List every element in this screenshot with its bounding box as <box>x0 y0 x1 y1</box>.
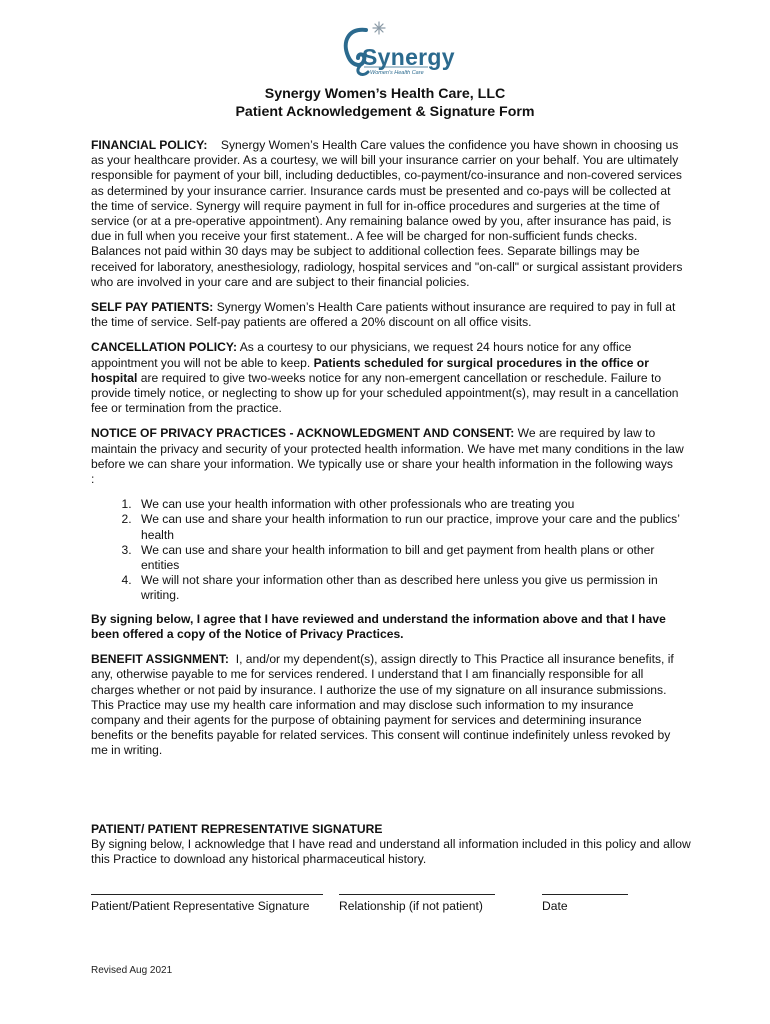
privacy-colon: : <box>91 472 95 487</box>
cancellation-text-2: are required to give two-weeks notice for any non-emergent cancellation or reschedule. Failure to provide timely notice, or neglecting to show up for your scheduled appointment(s), may result in a cancellation fee or termination from the practice. <box>91 370 679 416</box>
synergy-logo <box>336 20 455 82</box>
selfpay-text: Synergy Women’s Health Care patients without insurance are required to pay in full at the time of service. Self-pay patients are offered a 20% discount on all office visits. <box>91 300 676 330</box>
relationship-label: Relationship (if not patient) <box>339 899 483 913</box>
financial-policy <box>91 138 685 290</box>
revision-note: Revised Aug 2021 <box>91 965 173 976</box>
cancellation-bold: Patients scheduled for surgical procedures in the office or hospital <box>91 355 649 385</box>
benefit-heading: BENEFIT ASSIGNMENT: <box>91 652 229 667</box>
selfpay-heading: SELF PAY PATIENTS: <box>91 300 214 315</box>
benefit-assignment <box>91 652 685 758</box>
patient-signature-field[interactable] <box>91 884 323 913</box>
agreement-statement: By signing below, I agree that I have reviewed and understand the information above and that I have been offered a copy of the Notice of Privacy Practices. <box>91 611 666 641</box>
signature-text: By signing below, I acknowledge that I have read and understand all information included in this policy and allow this Practice to download any historical pharmaceutical history. <box>91 837 691 867</box>
list-item: 4. We will not share your information other than as described here unless you give us permission in writing. <box>135 573 685 603</box>
date-field[interactable] <box>542 884 628 913</box>
relationship-line[interactable] <box>339 884 495 895</box>
signature-heading: PATIENT/ PATIENT REPRESENTATIVE SIGNATURE <box>91 822 383 836</box>
list-item: 3. We can use and share your health information to bill and get payment from health plans or other entities <box>135 543 685 573</box>
privacy-notice <box>91 426 685 472</box>
relationship-field[interactable] <box>339 884 495 913</box>
privacy-list <box>91 497 685 603</box>
policy-body <box>91 138 685 769</box>
self-pay-policy <box>91 300 685 330</box>
financial-text: Synergy Women’s Health Care values the confidence you have shown in choosing us as your healthcare provider. As a courtesy, we will bill your insurance carrier on your behalf. You are ultimately responsible for payment of your bill, including deductibles, co-payment/co-insurance and non-covered services as determined by your insurance carrier. Insurance cards must be presented and co-pays will be collected at the time of service. Synergy will require payment in full for in-office procedures and surgeries at the time of service (or at a pre-operative appointment). Any remaining balance owed by you, after insurance has paid, is due in full when you receive your first statement.. A fee will be charged for non-sufficient funds checks. Balances not paid within 30 days may be subject to additional collection fees. Separate billings may be received for laboratory, anesthesiology, radiology, hospital services and "on-call" or surgical assistant providers who are involved in your care and are subject to their financial policies. <box>91 138 683 289</box>
financial-heading: FINANCIAL POLICY: <box>91 138 208 152</box>
company-name: Synergy Women’s Health Care, LLC <box>264 86 506 102</box>
cancellation-heading: CANCELLATION POLICY: <box>91 340 238 355</box>
form-title: Patient Acknowledgement & Signature Form <box>235 104 535 120</box>
list-item: 1. We can use your health information with other professionals who are treating you <box>135 497 685 512</box>
patient-signature-label: Patient/Patient Representative Signature <box>91 899 310 913</box>
signature-line[interactable] <box>91 884 323 895</box>
privacy-heading: NOTICE OF PRIVACY PRACTICES - ACKNOWLEDGMENT AND CONSENT: <box>91 426 515 441</box>
date-label: Date <box>542 899 568 913</box>
cancellation-text-1: As a courtesy to our physicians, we request 24 hours notice for any office appointment you will not be able to keep. <box>91 340 632 370</box>
benefit-text: I, and/or my dependent(s), assign directly to This Practice all insurance benefits, if any, otherwise payable to me for services rendered. I understand that I am financially responsible for all charges whether or not paid by insurance. I authorize the use of my signature on all insurance submissions. This Practice may use my health care information and may disclose such information to my insurance company and their agents for the purpose of obtaining payment for services and determining insurance benefits or the benefits payable for related services. This consent will continue indefinitely unless revoked by me in writing. <box>91 652 674 758</box>
list-item: 2. We can use and share your health information to run our practice, improve your care and the publics’ health <box>135 512 685 542</box>
logo-tagline: Women's Health Care <box>370 70 424 76</box>
asterisk-icon <box>373 22 385 34</box>
privacy-text: We are required by law to maintain the privacy and security of your protected health information. We have met many conditions in the law before we can share your information. We typically use or share your health information in the following ways <box>91 426 684 471</box>
cancellation-policy <box>91 340 685 416</box>
signature-section <box>91 822 691 868</box>
logo-wordmark: Synergy <box>362 44 455 70</box>
date-line[interactable] <box>542 884 628 895</box>
